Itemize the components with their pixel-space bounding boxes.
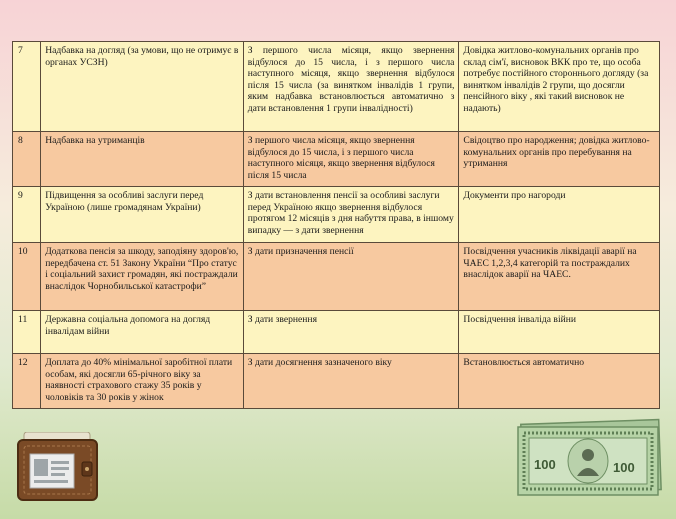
row-number: 12 (13, 354, 41, 409)
benefit-cell: Державна соціальна допомога на догляд інвалідам війни (41, 311, 244, 354)
table-row (13, 132, 660, 187)
benefit-cell: Надбавка на утриманців (41, 132, 244, 187)
banknotes-icon (514, 418, 664, 498)
table-row (13, 187, 660, 243)
benefit-cell: Надбавка на догляд (за умови, що не отримує в органах УСЗН) (41, 42, 244, 132)
documents-cell: Довідка житлово-комунальних органів про склад сім'ї, висновок ВКК про те, що особа потребує постійного стороннього догляду (за винятком інвалідів 2 групи, що досягли пенсійного віку , які такий висновок не надають) (459, 42, 660, 132)
table-row (13, 311, 660, 354)
start-date-cell: З першого числа місяця, якщо звернення відбулося до 15 числа, і з першого числа наступного місяця, якщо звернення відбулося після 15 числа (за винятком інвалідів 1 групи, яким надбавка встановлюється автоматично з дати встановлення 1 групи інвалідності) (243, 42, 459, 132)
table-row (13, 243, 660, 311)
row-number: 9 (13, 187, 41, 243)
benefit-cell: Додаткова пенсія за шкоду, заподіяну здоров'ю, передбачена ст. 51 Закону України “Про статус і соціальний захист громадян, які постраждали внаслідок Чорнобильської катастрофи” (41, 243, 244, 311)
start-date-cell: З дати звернення (243, 311, 459, 354)
benefits-table (12, 41, 660, 409)
table-row (13, 354, 660, 409)
benefit-cell: Підвищення за особливі заслуги перед Україною (лише громадянам України) (41, 187, 244, 243)
row-number: 10 (13, 243, 41, 311)
benefit-cell: Доплата до 40% мінімальної заробітної плати особам, які досягли 65-річного віку за наявності страхового стажу 35 років у чоловіків та 30 років у жінок (41, 354, 244, 409)
documents-cell: Документи про нагороди (459, 187, 660, 243)
start-date-cell: З дати призначення пенсії (243, 243, 459, 311)
documents-cell: Посвідчення учасників ліквідації аварії на ЧАЕС 1,2,3,4 категорій та постраждалих внаслідок аварії на ЧАЕС. (459, 243, 660, 311)
start-date-cell: З дати встановлення пенсії за особливі заслуги перед Україною якщо звернення відбулося протягом 12 місяців з дня набуття права, в іншому випадку — з дати звернення (243, 187, 459, 243)
table-row (13, 42, 660, 132)
start-date-cell: З дати досягнення зазначеного віку (243, 354, 459, 409)
denomination-right: 100 (613, 460, 635, 475)
denomination-left: 100 (534, 457, 556, 472)
row-number: 11 (13, 311, 41, 354)
wallet-icon (16, 432, 99, 502)
row-number: 8 (13, 132, 41, 187)
documents-cell: Встановлюється автоматично (459, 354, 660, 409)
documents-cell: Свідоцтво про народження; довідка житлово-комунальних органів про перебування на утримання (459, 132, 660, 187)
documents-cell: Посвідчення інваліда війни (459, 311, 660, 354)
row-number: 7 (13, 42, 41, 132)
start-date-cell: З першого числа місяця, якщо звернення відбулося до 15 числа, і з першого числа наступного місяця, якщо звернення відбулося після 15 числа (243, 132, 459, 187)
